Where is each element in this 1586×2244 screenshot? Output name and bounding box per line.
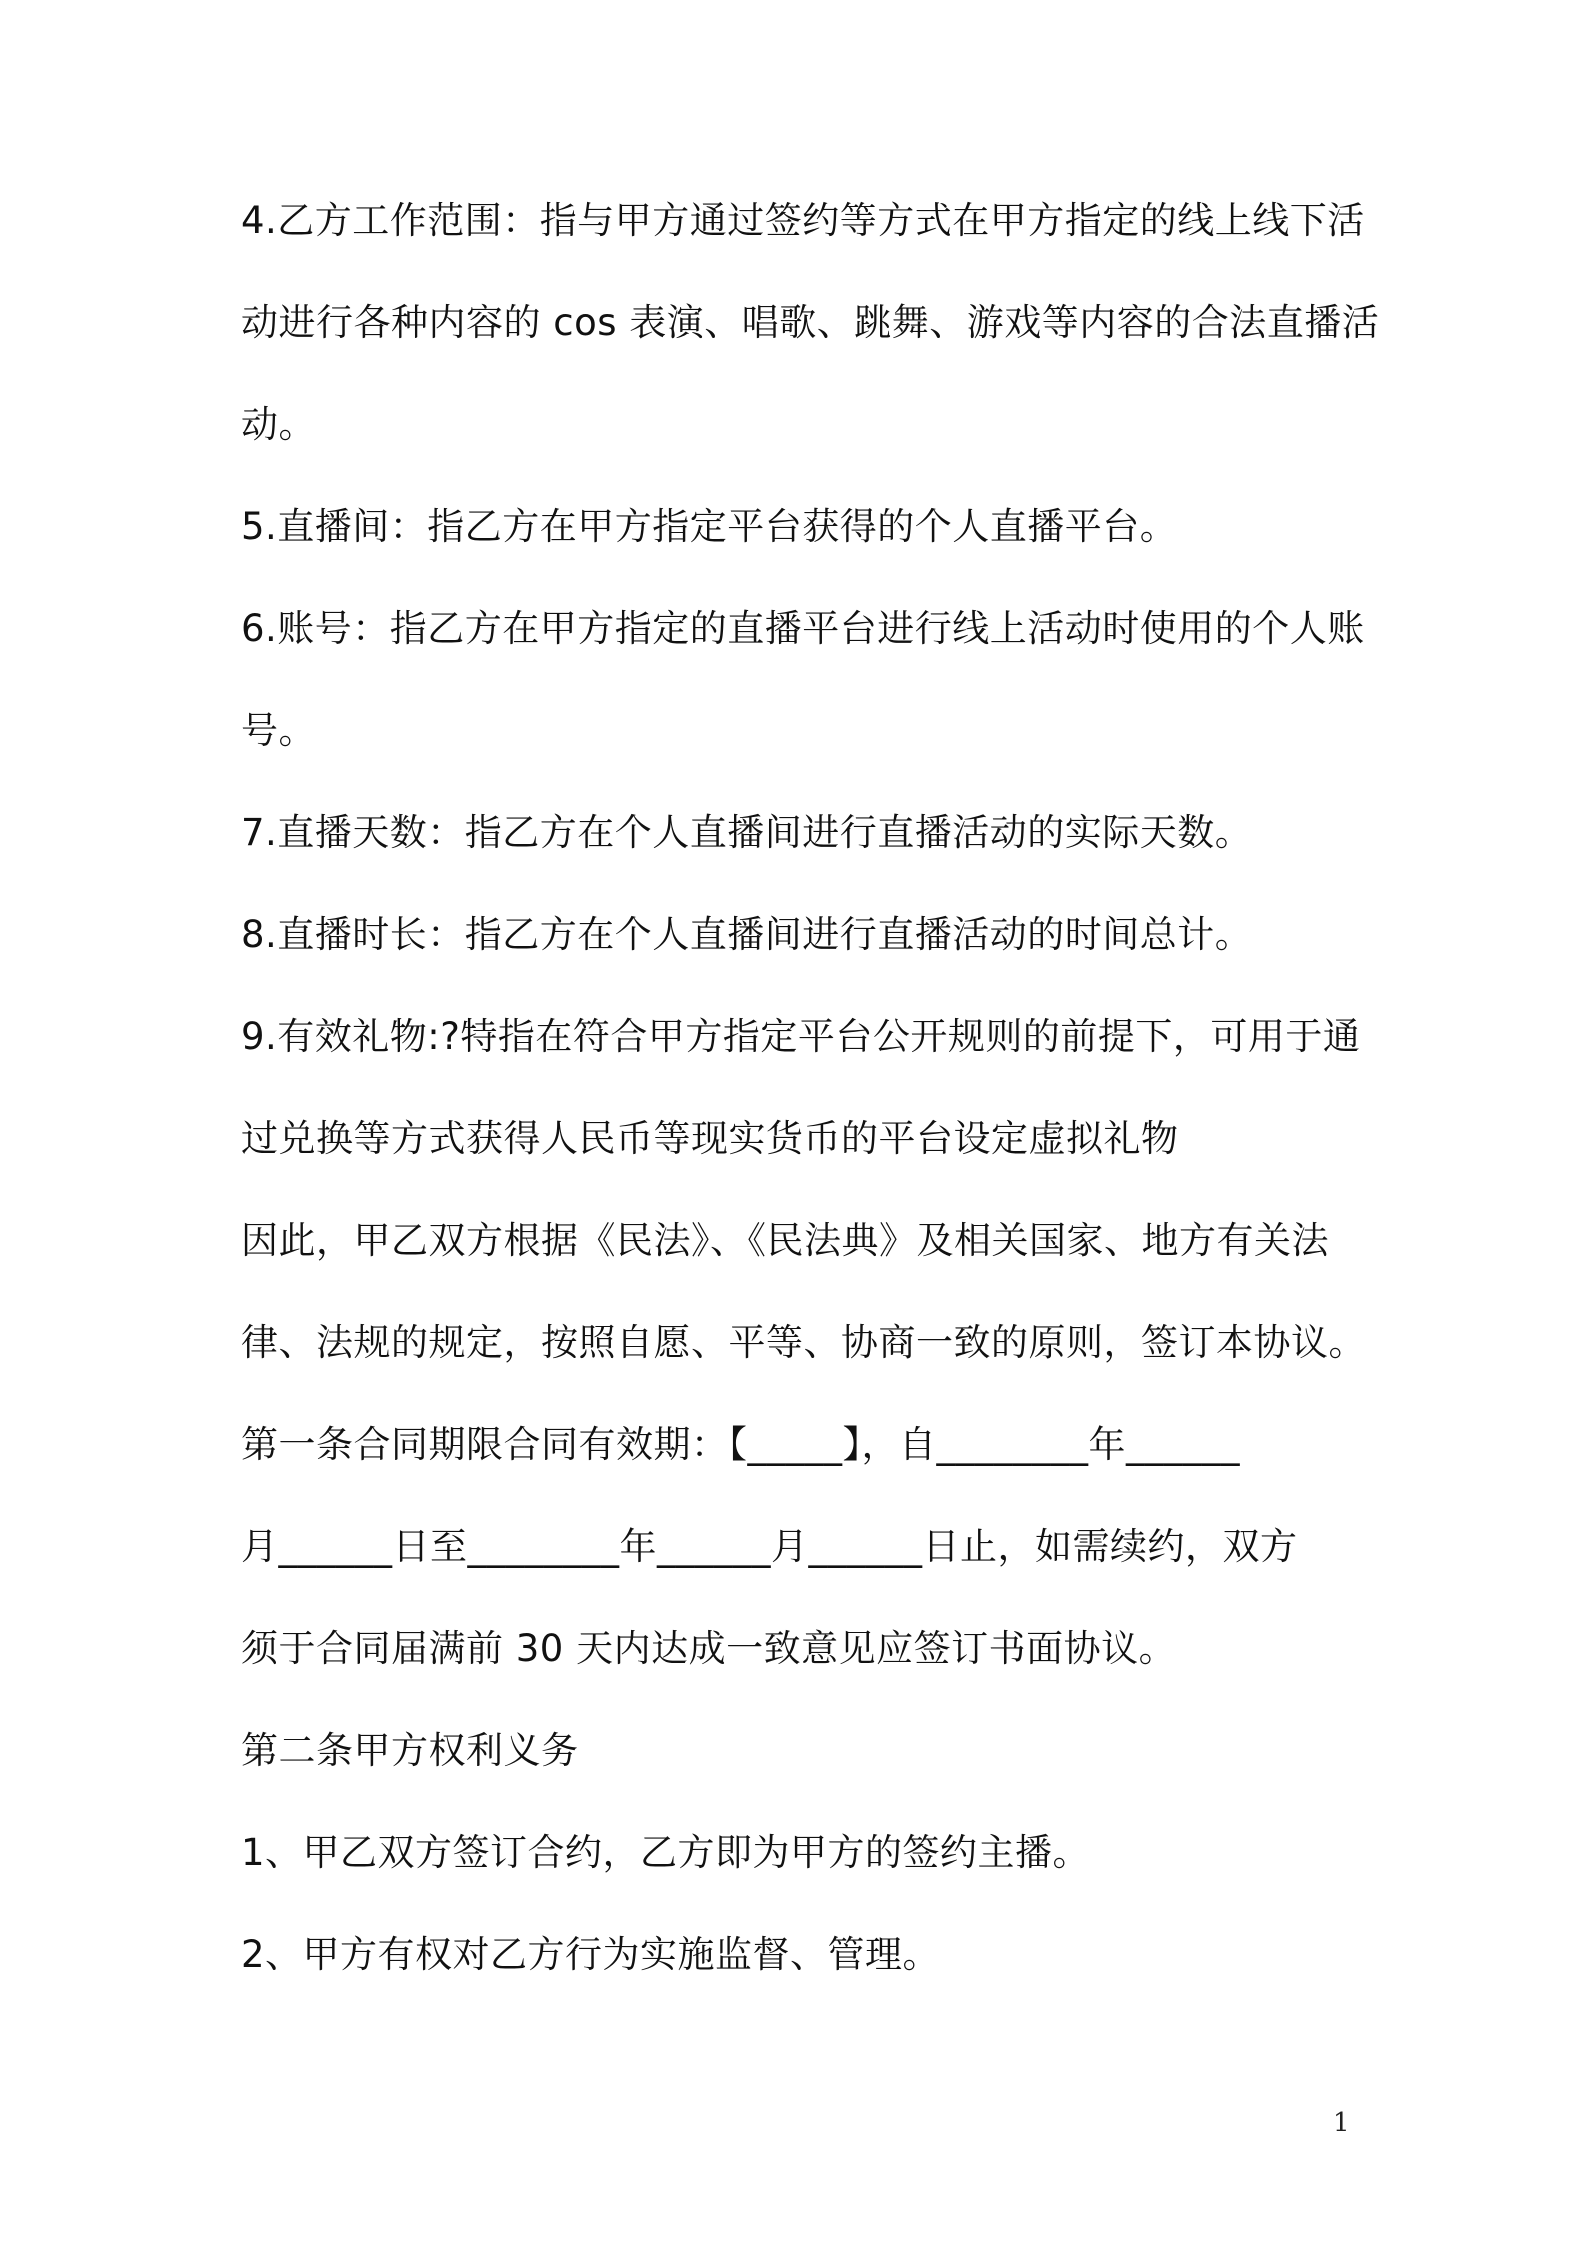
text-line: 月______日至________年______月______日止，如需续约，双方 bbox=[241, 1525, 1298, 1568]
text-line: 须于合同届满前 30 天内达成一致意见应签订书面协议。 bbox=[241, 1627, 1177, 1670]
text-line: 6.账号：指乙方在甲方指定的直播平台进行线上活动时使用的个人账 bbox=[241, 607, 1365, 650]
text-line: 号。 bbox=[241, 709, 316, 752]
text-line: 第二条甲方权利义务 bbox=[241, 1729, 579, 1772]
text-line: 8.直播时长：指乙方在个人直播间进行直播活动的时间总计。 bbox=[241, 913, 1253, 956]
text-line: 5.直播间：指乙方在甲方指定平台获得的个人直播平台。 bbox=[241, 505, 1178, 548]
text-line: 律、法规的规定，按照自愿、平等、协商一致的原则，签订本协议。 bbox=[241, 1321, 1366, 1364]
text-line: 1、甲乙双方签订合约，乙方即为甲方的签约主播。 bbox=[241, 1831, 1091, 1874]
text-line: 因此，甲乙双方根据《民法》、《民法典》及相关国家、地方有关法 bbox=[241, 1219, 1329, 1262]
text-line: 9.有效礼物:?特指在符合甲方指定平台公开规则的前提下，可用于通 bbox=[241, 1015, 1361, 1058]
text-line: 动进行各种内容的 cos 表演、唱歌、跳舞、游戏等内容的合法直播活 bbox=[241, 301, 1380, 344]
text-line: 第一条合同期限合同有效期：【_____】，自________年______ bbox=[241, 1423, 1240, 1466]
text-line: 4.乙方工作范围：指与甲方通过签约等方式在甲方指定的线上线下活 bbox=[241, 199, 1365, 242]
text-line: 2、甲方有权对乙方行为实施监督、管理。 bbox=[241, 1933, 941, 1976]
text-line: 过兑换等方式获得人民币等现实货币的平台设定虚拟礼物 bbox=[241, 1117, 1179, 1160]
page-number: 1 bbox=[1333, 2108, 1350, 2138]
document-body bbox=[241, 185, 1380, 2021]
text-line: 动。 bbox=[241, 403, 316, 446]
text-line: 7.直播天数：指乙方在个人直播间进行直播活动的实际天数。 bbox=[241, 811, 1253, 854]
